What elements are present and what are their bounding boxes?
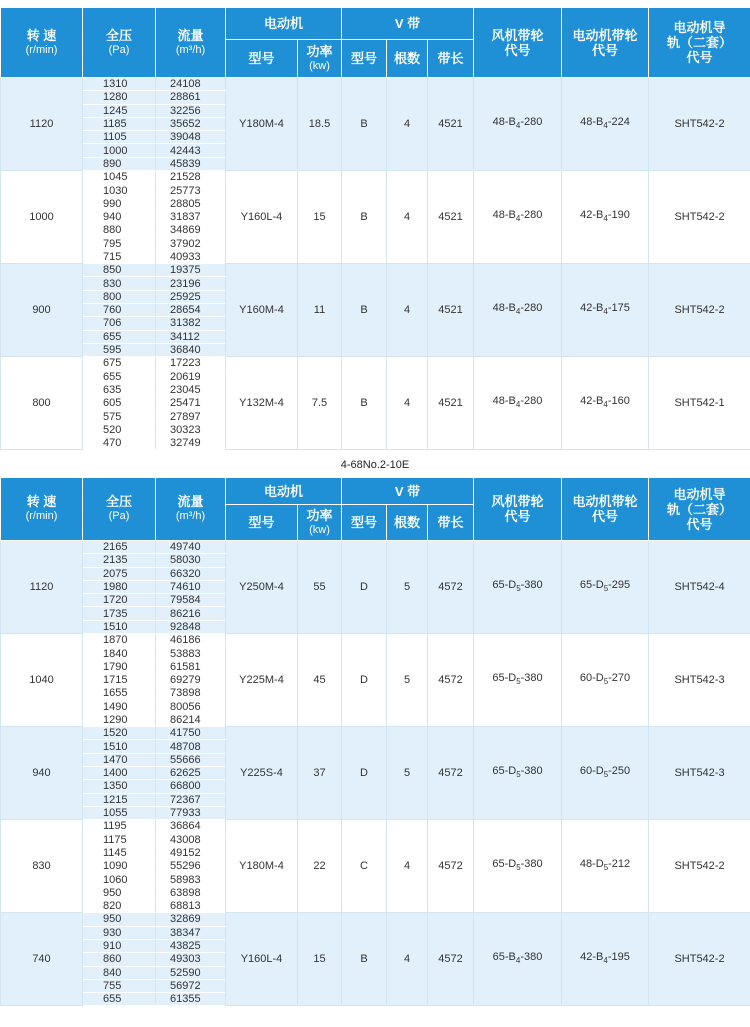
flow-cell: 34869	[156, 224, 226, 237]
header-vbelt-length: 带长	[428, 505, 474, 541]
pressure-cell: 715	[83, 250, 156, 263]
header-pressure: 全压 (Pa)	[83, 478, 156, 541]
pressure-cell: 950	[83, 886, 156, 899]
header-vbelt: V 带	[342, 8, 474, 40]
table-body	[1, 541, 750, 1006]
flow-cell: 86214	[156, 713, 226, 726]
flow-cell: 41750	[156, 727, 226, 740]
flow-cell: 55666	[156, 753, 226, 766]
header-motor-pulley: 电动机带轮 代号	[562, 8, 649, 78]
speed-cell: 830	[1, 820, 83, 913]
pressure-cell: 830	[83, 277, 156, 290]
flow-cell: 52590	[156, 966, 226, 979]
flow-cell: 20619	[156, 370, 226, 383]
pressure-cell: 880	[83, 224, 156, 237]
pressure-cell: 755	[83, 979, 156, 992]
pressure-cell: 760	[83, 304, 156, 317]
header-motor-power: 功率 (kw)	[298, 505, 342, 541]
table-row	[1, 357, 750, 370]
motor-pulley-cell: $48-B_4-224$	[562, 78, 649, 171]
pressure-cell: 1215	[83, 793, 156, 806]
motor-model-cell: Y225S-4	[226, 727, 298, 820]
header-motor-model: 型号	[226, 40, 298, 78]
pressure-cell: 860	[83, 953, 156, 966]
flow-cell: 46186	[156, 634, 226, 647]
flow-cell: 34112	[156, 330, 226, 343]
flow-cell: 32749	[156, 437, 226, 450]
flow-cell: 72367	[156, 793, 226, 806]
motor-power-cell: 37	[298, 727, 342, 820]
motor-rail-cell: SHT542-1	[649, 357, 750, 450]
pressure-cell: 470	[83, 437, 156, 450]
flow-cell: 31837	[156, 210, 226, 223]
flow-cell: 45839	[156, 157, 226, 170]
flow-cell: 40933	[156, 250, 226, 263]
header-motor-pulley: 电动机带轮 代号	[562, 478, 649, 541]
pressure-cell: 1980	[83, 580, 156, 593]
flow-cell: 35652	[156, 117, 226, 130]
flow-cell: 37902	[156, 237, 226, 250]
pressure-cell: 795	[83, 237, 156, 250]
flow-cell: 36840	[156, 343, 226, 356]
flow-cell: 66800	[156, 780, 226, 793]
header-pressure: 全压 (Pa)	[83, 8, 156, 78]
flow-cell: 61581	[156, 660, 226, 673]
flow-cell: 42443	[156, 144, 226, 157]
belt-type-cell: D	[342, 541, 387, 634]
pressure-cell: 1060	[83, 873, 156, 886]
flow-cell: 28654	[156, 304, 226, 317]
belt-type-cell: B	[342, 171, 387, 264]
fan-pulley-cell: $48-B_4-280$	[474, 78, 562, 171]
belt-length-cell: 4572	[428, 820, 474, 913]
pressure-cell: 1245	[83, 104, 156, 117]
flow-cell: 32256	[156, 104, 226, 117]
flow-cell: 30323	[156, 423, 226, 436]
flow-cell: 86216	[156, 607, 226, 620]
fan-spec-table-2	[0, 477, 750, 1006]
belt-length-cell: 4572	[428, 634, 474, 727]
motor-rail-cell: SHT542-4	[649, 541, 750, 634]
belt-length-cell: 4572	[428, 727, 474, 820]
pressure-cell: 950	[83, 913, 156, 926]
belt-length-cell: 4521	[428, 171, 474, 264]
motor-pulley-cell: $60-D_5-250$	[562, 727, 649, 820]
flow-cell: 56972	[156, 979, 226, 992]
table-row	[1, 264, 750, 277]
motor-pulley-cell: $42-B_4-190$	[562, 171, 649, 264]
speed-cell: 1040	[1, 634, 83, 727]
header-vbelt-model: 型号	[342, 40, 387, 78]
motor-model-cell: Y180M-4	[226, 78, 298, 171]
pressure-cell: 1105	[83, 131, 156, 144]
motor-power-cell: 45	[298, 634, 342, 727]
motor-rail-cell: SHT542-2	[649, 78, 750, 171]
flow-cell: 58983	[156, 873, 226, 886]
flow-cell: 77933	[156, 806, 226, 819]
speed-cell: 800	[1, 357, 83, 450]
header-vbelt: V 带	[342, 478, 474, 505]
table-row	[1, 634, 750, 647]
speed-cell: 900	[1, 264, 83, 357]
pressure-cell: 675	[83, 357, 156, 370]
flow-cell: 79584	[156, 594, 226, 607]
motor-model-cell: Y225M-4	[226, 634, 298, 727]
flow-cell: 31382	[156, 317, 226, 330]
flow-cell: 58030	[156, 554, 226, 567]
flow-cell: 23196	[156, 277, 226, 290]
pressure-cell: 1655	[83, 687, 156, 700]
motor-power-cell: 15	[298, 913, 342, 1006]
flow-cell: 27897	[156, 410, 226, 423]
flow-cell: 49303	[156, 953, 226, 966]
pressure-cell: 706	[83, 317, 156, 330]
belt-count-cell: 5	[387, 727, 428, 820]
flow-cell: 48708	[156, 740, 226, 753]
belt-type-cell: B	[342, 78, 387, 171]
motor-pulley-cell: $42-B_4-175$	[562, 264, 649, 357]
flow-cell: 38347	[156, 926, 226, 939]
motor-model-cell: Y250M-4	[226, 541, 298, 634]
motor-pulley-cell: $65-D_5-295$	[562, 541, 649, 634]
flow-cell: 66320	[156, 567, 226, 580]
pressure-cell: 520	[83, 423, 156, 436]
speed-cell: 1000	[1, 171, 83, 264]
pressure-cell: 1520	[83, 727, 156, 740]
flow-cell: 43825	[156, 939, 226, 952]
header-motor-rail: 电动机导 轨（二套） 代号	[649, 478, 750, 541]
pressure-cell: 1145	[83, 846, 156, 859]
flow-cell: 61355	[156, 993, 226, 1006]
motor-rail-cell: SHT542-2	[649, 171, 750, 264]
flow-cell: 62625	[156, 767, 226, 780]
belt-type-cell: C	[342, 820, 387, 913]
motor-pulley-cell: $48-D_5-212$	[562, 820, 649, 913]
pressure-cell: 655	[83, 330, 156, 343]
table-row	[1, 727, 750, 740]
belt-type-cell: B	[342, 357, 387, 450]
belt-count-cell: 5	[387, 541, 428, 634]
flow-cell: 55296	[156, 860, 226, 873]
table-row	[1, 78, 750, 91]
pressure-cell: 890	[83, 157, 156, 170]
header-vbelt-model: 型号	[342, 505, 387, 541]
header-vbelt-count: 根数	[387, 40, 428, 78]
pressure-cell: 1350	[83, 780, 156, 793]
fan-pulley-cell: $48-B_4-280$	[474, 264, 562, 357]
flow-cell: 74610	[156, 580, 226, 593]
motor-model-cell: Y160L-4	[226, 913, 298, 1006]
fan-pulley-cell: $48-B_4-280$	[474, 357, 562, 450]
speed-cell: 740	[1, 913, 83, 1006]
pressure-cell: 655	[83, 370, 156, 383]
flow-cell: 49152	[156, 846, 226, 859]
flow-cell: 17223	[156, 357, 226, 370]
pressure-cell: 2165	[83, 541, 156, 554]
pressure-cell: 1195	[83, 820, 156, 833]
flow-cell: 28861	[156, 91, 226, 104]
motor-pulley-cell: $42-B_4-160$	[562, 357, 649, 450]
pressure-cell: 930	[83, 926, 156, 939]
pressure-cell: 595	[83, 343, 156, 356]
pressure-cell: 575	[83, 410, 156, 423]
flow-cell: 28805	[156, 197, 226, 210]
pressure-cell: 800	[83, 290, 156, 303]
motor-power-cell: 15	[298, 171, 342, 264]
flow-cell: 43008	[156, 833, 226, 846]
belt-count-cell: 4	[387, 913, 428, 1006]
flow-cell: 80056	[156, 700, 226, 713]
motor-model-cell: Y160M-4	[226, 264, 298, 357]
table-row	[1, 820, 750, 833]
motor-rail-cell: SHT542-3	[649, 634, 750, 727]
pressure-cell: 2135	[83, 554, 156, 567]
motor-pulley-cell: $42-B_4-195$	[562, 913, 649, 1006]
table-caption: 4-68No.2-10E	[340, 459, 410, 471]
motor-power-cell: 18.5	[298, 78, 342, 171]
speed-cell: 1120	[1, 541, 83, 634]
pressure-cell: 820	[83, 900, 156, 913]
pressure-cell: 1055	[83, 806, 156, 819]
belt-count-cell: 4	[387, 820, 428, 913]
pressure-cell: 635	[83, 383, 156, 396]
flow-cell: 63898	[156, 886, 226, 899]
speed-cell: 1120	[1, 78, 83, 171]
pressure-cell: 840	[83, 966, 156, 979]
flow-cell: 19375	[156, 264, 226, 277]
belt-count-cell: 4	[387, 264, 428, 357]
belt-type-cell: B	[342, 913, 387, 1006]
header-motor-power: 功率 (kw)	[298, 40, 342, 78]
pressure-cell: 940	[83, 210, 156, 223]
pressure-cell: 990	[83, 197, 156, 210]
pressure-cell: 1045	[83, 171, 156, 184]
pressure-cell: 1790	[83, 660, 156, 673]
fan-pulley-cell: $65-D_5-380$	[474, 541, 562, 634]
header-vbelt-count: 根数	[387, 505, 428, 541]
flow-cell: 53883	[156, 647, 226, 660]
belt-length-cell: 4572	[428, 913, 474, 1006]
pressure-cell: 850	[83, 264, 156, 277]
flow-cell: 25925	[156, 290, 226, 303]
fan-pulley-cell: $65-D_5-380$	[474, 634, 562, 727]
pressure-cell: 1310	[83, 78, 156, 91]
motor-rail-cell: SHT542-3	[649, 727, 750, 820]
belt-length-cell: 4521	[428, 357, 474, 450]
header-motor: 电动机	[226, 8, 342, 40]
pressure-cell: 1185	[83, 117, 156, 130]
belt-type-cell: D	[342, 727, 387, 820]
pressure-cell: 1870	[83, 634, 156, 647]
header-motor-model: 型号	[226, 505, 298, 541]
pressure-cell: 1470	[83, 753, 156, 766]
pressure-cell: 1510	[83, 620, 156, 633]
flow-cell: 21528	[156, 171, 226, 184]
flow-cell: 68813	[156, 900, 226, 913]
motor-power-cell: 55	[298, 541, 342, 634]
fan-pulley-cell: $65-D_5-380$	[474, 727, 562, 820]
pressure-cell: 1175	[83, 833, 156, 846]
header-fan-pulley: 风机带轮 代号	[474, 8, 562, 78]
flow-cell: 49740	[156, 541, 226, 554]
header-speed: 转 速 (r/min)	[1, 8, 83, 78]
fan-pulley-cell: $65-D_5-380$	[474, 820, 562, 913]
pressure-cell: 2075	[83, 567, 156, 580]
motor-rail-cell: SHT542-2	[649, 820, 750, 913]
pressure-cell: 910	[83, 939, 156, 952]
header-motor: 电动机	[226, 478, 342, 505]
fan-pulley-cell: $48-B_4-280$	[474, 171, 562, 264]
pressure-cell: 1000	[83, 144, 156, 157]
fan-pulley-cell: $65-B_4-380$	[474, 913, 562, 1006]
belt-length-cell: 4521	[428, 78, 474, 171]
table-row	[1, 541, 750, 554]
flow-cell: 25471	[156, 397, 226, 410]
flow-cell: 25773	[156, 184, 226, 197]
motor-model-cell: Y132M-4	[226, 357, 298, 450]
flow-cell: 36864	[156, 820, 226, 833]
belt-type-cell: B	[342, 264, 387, 357]
pressure-cell: 1735	[83, 607, 156, 620]
header-motor-rail: 电动机导 轨（二套） 代号	[649, 8, 750, 78]
pressure-cell: 1715	[83, 673, 156, 686]
motor-model-cell: Y180M-4	[226, 820, 298, 913]
motor-rail-cell: SHT542-2	[649, 913, 750, 1006]
speed-cell: 940	[1, 727, 83, 820]
table-row	[1, 171, 750, 184]
pressure-cell: 1030	[83, 184, 156, 197]
flow-cell: 24108	[156, 78, 226, 91]
belt-count-cell: 4	[387, 78, 428, 171]
flow-cell: 32869	[156, 913, 226, 926]
fan-spec-table-1	[0, 7, 750, 450]
motor-power-cell: 11	[298, 264, 342, 357]
motor-power-cell: 22	[298, 820, 342, 913]
pressure-cell: 1280	[83, 91, 156, 104]
pressure-cell: 1840	[83, 647, 156, 660]
pressure-cell: 605	[83, 397, 156, 410]
pressure-cell: 1290	[83, 713, 156, 726]
flow-cell: 39048	[156, 131, 226, 144]
table-row	[1, 913, 750, 926]
flow-cell: 69279	[156, 673, 226, 686]
belt-count-cell: 4	[387, 171, 428, 264]
pressure-cell: 1490	[83, 700, 156, 713]
belt-count-cell: 4	[387, 357, 428, 450]
header-flow: 流量 (m³/h)	[156, 478, 226, 541]
header-fan-pulley: 风机带轮 代号	[474, 478, 562, 541]
table-body	[1, 78, 750, 450]
motor-power-cell: 7.5	[298, 357, 342, 450]
belt-type-cell: D	[342, 634, 387, 727]
header-vbelt-length: 带长	[428, 40, 474, 78]
pressure-cell: 1510	[83, 740, 156, 753]
pressure-cell: 1400	[83, 767, 156, 780]
flow-cell: 23045	[156, 383, 226, 396]
belt-count-cell: 5	[387, 634, 428, 727]
flow-cell: 92848	[156, 620, 226, 633]
motor-rail-cell: SHT542-2	[649, 264, 750, 357]
flow-cell: 73898	[156, 687, 226, 700]
motor-model-cell: Y160L-4	[226, 171, 298, 264]
motor-pulley-cell: $60-D_5-270$	[562, 634, 649, 727]
pressure-cell: 1720	[83, 594, 156, 607]
pressure-cell: 1090	[83, 860, 156, 873]
pressure-cell: 655	[83, 993, 156, 1006]
belt-length-cell: 4521	[428, 264, 474, 357]
belt-length-cell: 4572	[428, 541, 474, 634]
header-flow: 流量 (m³/h)	[156, 8, 226, 78]
header-speed: 转 速 (r/min)	[1, 478, 83, 541]
